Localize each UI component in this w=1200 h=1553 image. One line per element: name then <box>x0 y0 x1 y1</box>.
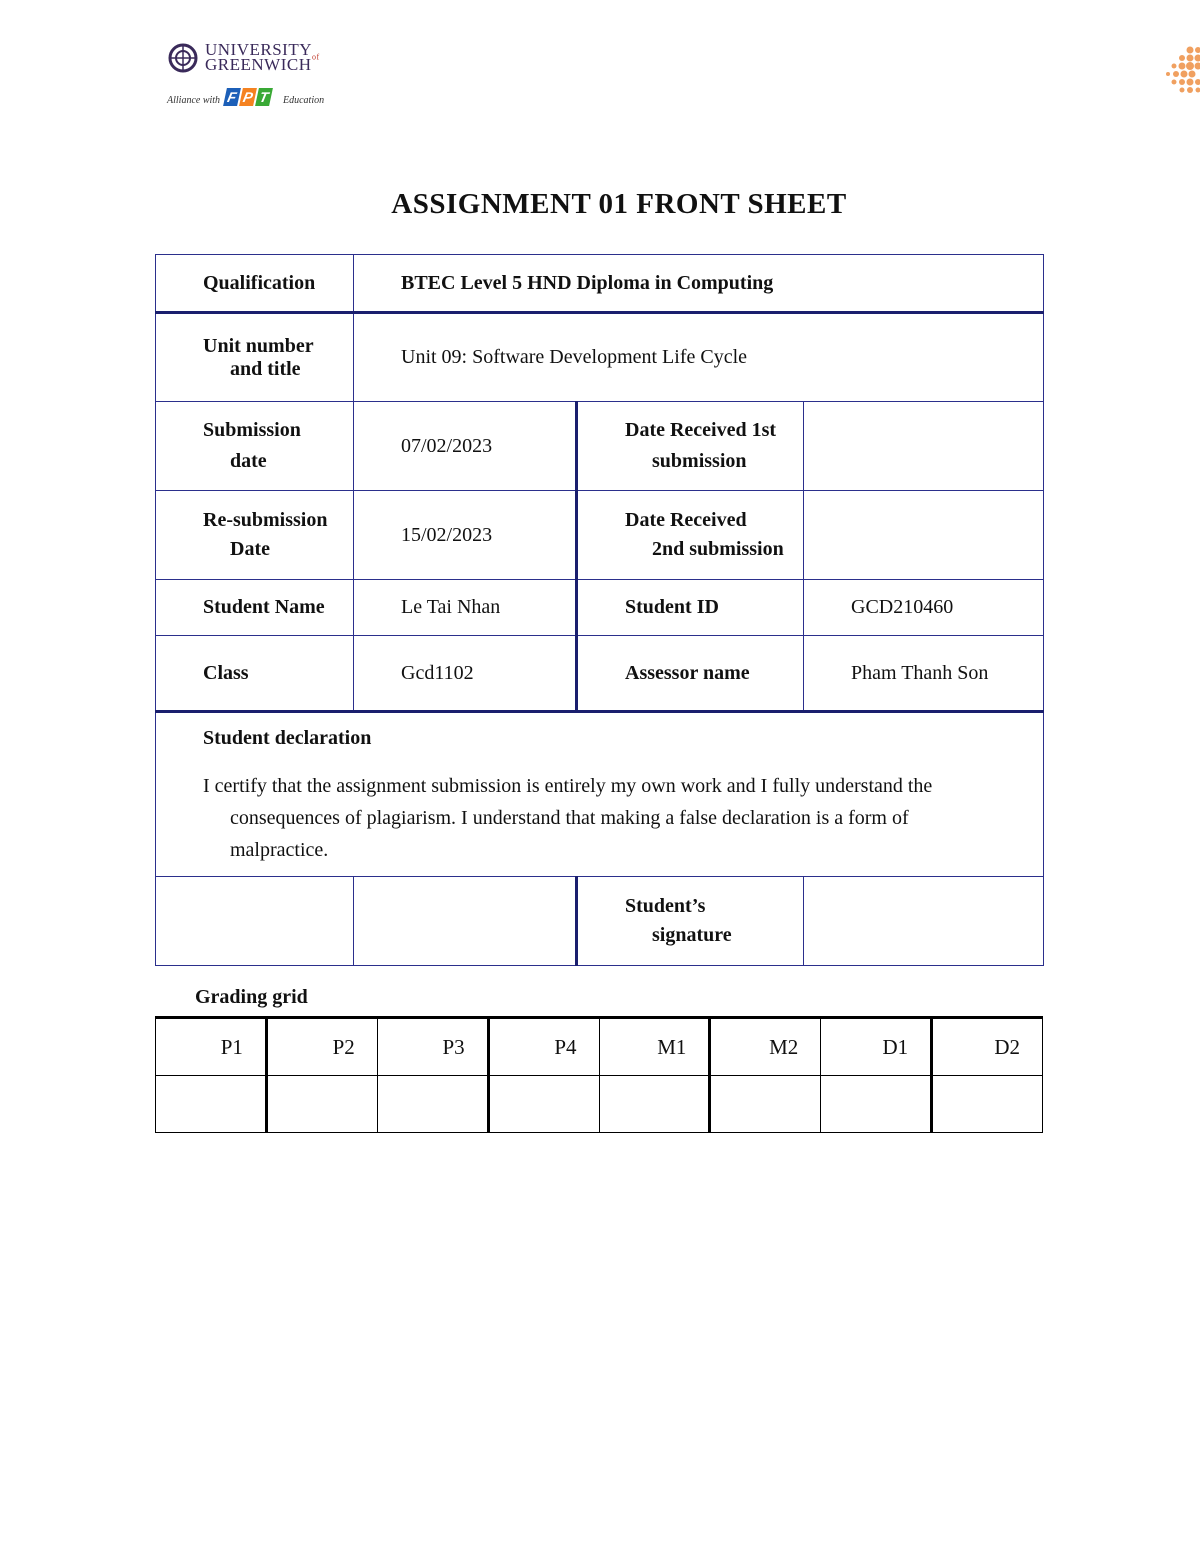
student-declaration <box>156 712 1044 877</box>
university-seal-icon <box>168 43 198 73</box>
declaration-row <box>156 712 1044 877</box>
grading-header-row <box>156 1018 1043 1076</box>
grade-cell-p4 <box>488 1076 599 1133</box>
class-label: Class <box>156 636 354 712</box>
class-row <box>156 636 1044 712</box>
logo-university-text: $UNIVERSITY_{of}$ <box>205 40 320 62</box>
grade-cell-m2 <box>710 1076 821 1133</box>
grading-grid-label: Grading grid <box>195 986 308 1008</box>
grade-cell-m1 <box>599 1076 710 1133</box>
logo-education-text: Education <box>283 95 325 106</box>
date-received-1st-label: Date Received 1st submission <box>577 402 804 491</box>
grading-value-row <box>156 1076 1043 1133</box>
submission-row <box>156 402 1044 491</box>
front-sheet-table <box>155 254 1044 966</box>
student-id-value: GCD210460 <box>804 580 1044 636</box>
fpt-letter-t: T <box>255 88 273 106</box>
resubmission-date-label: Re-submission Date <box>156 491 354 580</box>
student-name-value: Le Tai Nhan <box>354 580 577 636</box>
page-title: ASSIGNMENT 01 FRONT SHEET <box>391 188 847 220</box>
fpt-logo <box>225 88 271 110</box>
student-signature-label: Student’s signature <box>577 877 804 966</box>
fpt-letter-f: F <box>223 88 241 106</box>
student-name-label: Student Name <box>156 580 354 636</box>
grade-cell-p2 <box>266 1076 377 1133</box>
resubmission-date-value: 15/02/2023 <box>354 491 577 580</box>
grade-cell-d2 <box>932 1076 1043 1133</box>
grading-grid <box>155 1016 1043 1133</box>
student-row <box>156 580 1044 636</box>
assessor-name-value: Pham Thanh Son <box>804 636 1044 712</box>
signature-blank-cell-2 <box>354 877 577 966</box>
student-signature-value <box>804 877 1044 966</box>
unit-value: Unit 09: Software Development Life Cycle <box>354 313 1044 402</box>
grade-header-p3: P3 <box>377 1018 488 1076</box>
assessor-name-label: Assessor name <box>577 636 804 712</box>
grade-header-m2: M2 <box>710 1018 821 1076</box>
logo-alliance-text: Alliance with <box>167 95 221 106</box>
decorative-dots-icon <box>1160 42 1200 102</box>
submission-date-label: Submission date <box>156 402 354 491</box>
grade-cell-d1 <box>821 1076 932 1133</box>
signature-blank-cell-1 <box>156 877 354 966</box>
qualification-row <box>156 255 1044 313</box>
grade-header-d2: D2 <box>932 1018 1043 1076</box>
logo-greenwich-text: GREENWICH <box>205 55 312 74</box>
grade-header-m1: M1 <box>599 1018 710 1076</box>
declaration-text: I certify that the assignment submission is entirely my own work and I fully understand the consequences of plagiarism. I understand that making a false declaration is a form of malpractice. <box>203 775 933 861</box>
grade-header-p2: P2 <box>266 1018 377 1076</box>
unit-label: Unit number and title <box>156 313 354 402</box>
grade-header-p4: P4 <box>488 1018 599 1076</box>
grade-cell-p1 <box>156 1076 267 1133</box>
fpt-letter-p: P <box>239 88 257 106</box>
grade-header-d1: D1 <box>821 1018 932 1076</box>
declaration-heading: Student declaration <box>203 727 372 749</box>
university-logo <box>165 40 325 120</box>
qualification-value: BTEC Level 5 HND Diploma in Computing <box>354 255 1044 313</box>
signature-row <box>156 877 1044 966</box>
date-received-1st-value <box>804 402 1044 491</box>
grade-header-p1: P1 <box>156 1018 267 1076</box>
date-received-2nd-label: Date Received 2nd submission <box>577 491 804 580</box>
resubmission-row <box>156 491 1044 580</box>
class-value: Gcd1102 <box>354 636 577 712</box>
student-id-label: Student ID <box>577 580 804 636</box>
grade-cell-p3 <box>377 1076 488 1133</box>
qualification-label: Qualification <box>156 255 354 313</box>
unit-row <box>156 313 1044 402</box>
date-received-2nd-value <box>804 491 1044 580</box>
submission-date-value: 07/02/2023 <box>354 402 577 491</box>
